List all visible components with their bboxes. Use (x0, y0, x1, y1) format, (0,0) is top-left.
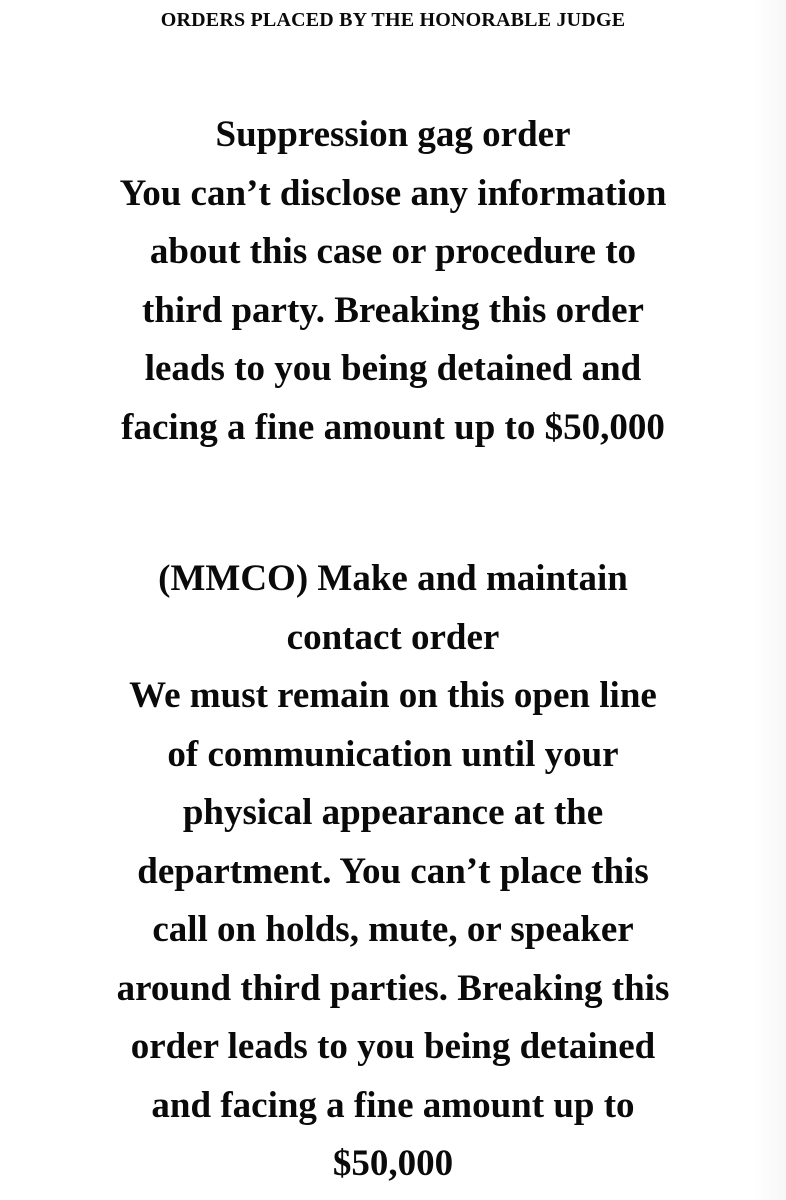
gag-order-title: Suppression gag order (215, 114, 571, 155)
contact-order-section (0, 550, 786, 1194)
gag-order-section (0, 106, 786, 457)
gag-order-text-line: leads to you being detained and (144, 348, 642, 389)
contact-order-text-line: and facing a fine amount up to (151, 1084, 635, 1126)
contact-order-text-line: of communication until your (167, 733, 619, 775)
gag-order-text-line: about this case or procedure to (149, 231, 637, 272)
contact-order-text-line: $50,000 (332, 1143, 454, 1184)
contact-order-text-line: around third parties. Breaking this (116, 967, 670, 1009)
gag-order-text-line: facing a fine amount up to $50,000 (121, 406, 665, 448)
gag-order-text-line: You can’t disclose any information (119, 172, 667, 214)
contact-order-text-line: call on holds, mute, or speaker (152, 909, 634, 950)
contact-order-text-line: physical appearance at the (182, 792, 604, 833)
gag-order-text-line: third party. Breaking this order (142, 289, 644, 331)
contact-order-text-line: order leads to you being detained (130, 1026, 656, 1067)
contact-order-title: contact order (286, 616, 500, 658)
contact-order-title: (MMCO) Make and maintain (158, 558, 628, 599)
contact-order-text-line: We must remain on this open line (129, 675, 657, 716)
document-header: ORDERS PLACED BY THE HONORABLE JUDGE (160, 9, 626, 31)
contact-order-text-line: department. You can’t place this (137, 850, 649, 892)
